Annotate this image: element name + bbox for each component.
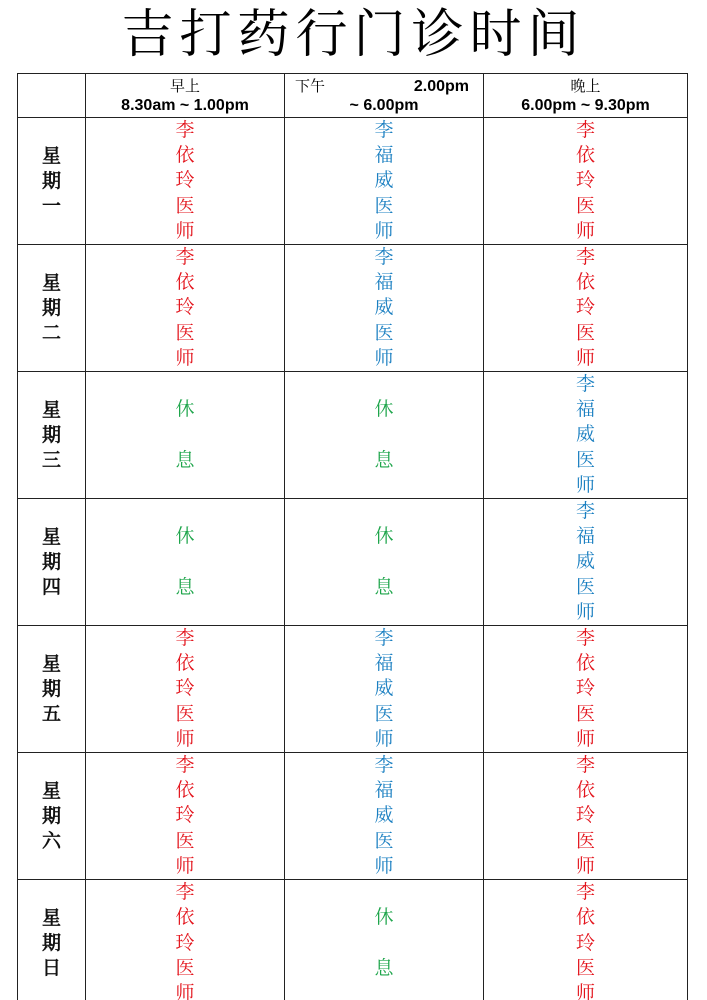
schedule-cell [86,118,285,245]
day-label-tuesday: 星 期 二 [18,245,86,372]
header-morning-name: 早上 [169,76,200,95]
doctor-li-yiling: 李 依 玲 医 师 [175,754,195,877]
day-label-friday: 星 期 五 [18,626,86,753]
doctor-li-fuwei: 李 福 威 医 师 [575,373,595,496]
doctor-li-fuwei: 李 福 威 医 师 [374,754,394,877]
schedule-cell [285,753,484,880]
doctor-li-yiling: 李 依 玲 医 师 [175,119,195,242]
schedule-cell [484,626,688,753]
header-row [18,74,688,118]
doctor-li-yiling: 李 依 玲 医 师 [175,881,195,1000]
schedule-cell [285,626,484,753]
schedule-cell [86,499,285,626]
schedule-cell [484,245,688,372]
doctor-li-yiling: 李 依 玲 医 师 [175,246,195,369]
day-label-wednesday: 星 期 三 [18,372,86,499]
header-afternoon-start: 2.00pm [413,77,469,95]
header-afternoon-name: 下午 [295,76,326,95]
schedule-cell [484,753,688,880]
schedule-cell [86,372,285,499]
doctor-li-yiling: 李 依 玲 医 师 [575,754,595,877]
day-row-monday [18,118,688,245]
doctor-li-fuwei: 李 福 威 医 师 [374,246,394,369]
header-morning-time: 8.30am ~ 1.00pm [121,96,249,114]
schedule-cell [86,753,285,880]
schedule-cell [86,245,285,372]
day-row-thursday [18,499,688,626]
clinic-schedule-table [17,73,688,1000]
schedule-cell [285,372,484,499]
schedule-cell [484,880,688,1000]
header-afternoon [285,74,484,118]
schedule-cell [285,880,484,1000]
header-morning [86,74,285,118]
day-row-wednesday [18,372,688,499]
doctor-li-yiling: 李 依 玲 医 师 [575,881,595,1000]
header-afternoon-end: ~ 6.00pm [349,96,419,114]
doctor-li-fuwei: 李 福 威 医 师 [575,500,595,623]
schedule-cell [285,118,484,245]
schedule-cell [484,118,688,245]
day-label-monday: 星 期 一 [18,118,86,245]
doctor-li-yiling: 李 依 玲 医 师 [175,627,195,750]
page-title: 吉打药行门诊时间 [121,5,586,65]
rest-label: 休 息 [374,525,394,598]
doctor-li-yiling: 李 依 玲 医 师 [575,627,595,750]
day-label-sunday: 星 期 日 [18,880,86,1000]
rest-label: 休 息 [374,906,394,979]
day-row-sunday [18,880,688,1000]
header-evening-time: 6.00pm ~ 9.30pm [521,96,650,114]
doctor-li-yiling: 李 依 玲 医 师 [575,119,595,242]
schedule-cell [484,372,688,499]
day-label-thursday: 星 期 四 [18,499,86,626]
day-row-saturday [18,753,688,880]
schedule-cell [86,626,285,753]
schedule-cell [86,880,285,1000]
schedule-cell [484,499,688,626]
header-evening [484,74,688,118]
doctor-li-fuwei: 李 福 威 医 师 [374,627,394,750]
schedule-cell [285,499,484,626]
doctor-li-fuwei: 李 福 威 医 师 [374,119,394,242]
rest-label: 休 息 [374,398,394,471]
day-label-saturday: 星 期 六 [18,753,86,880]
day-row-tuesday [18,245,688,372]
rest-label: 休 息 [175,525,195,598]
day-row-friday [18,626,688,753]
doctor-li-yiling: 李 依 玲 医 师 [575,246,595,369]
rest-label: 休 息 [175,398,195,471]
schedule-cell [285,245,484,372]
header-evening-name: 晚上 [570,76,601,95]
header-corner-cell [18,74,86,118]
